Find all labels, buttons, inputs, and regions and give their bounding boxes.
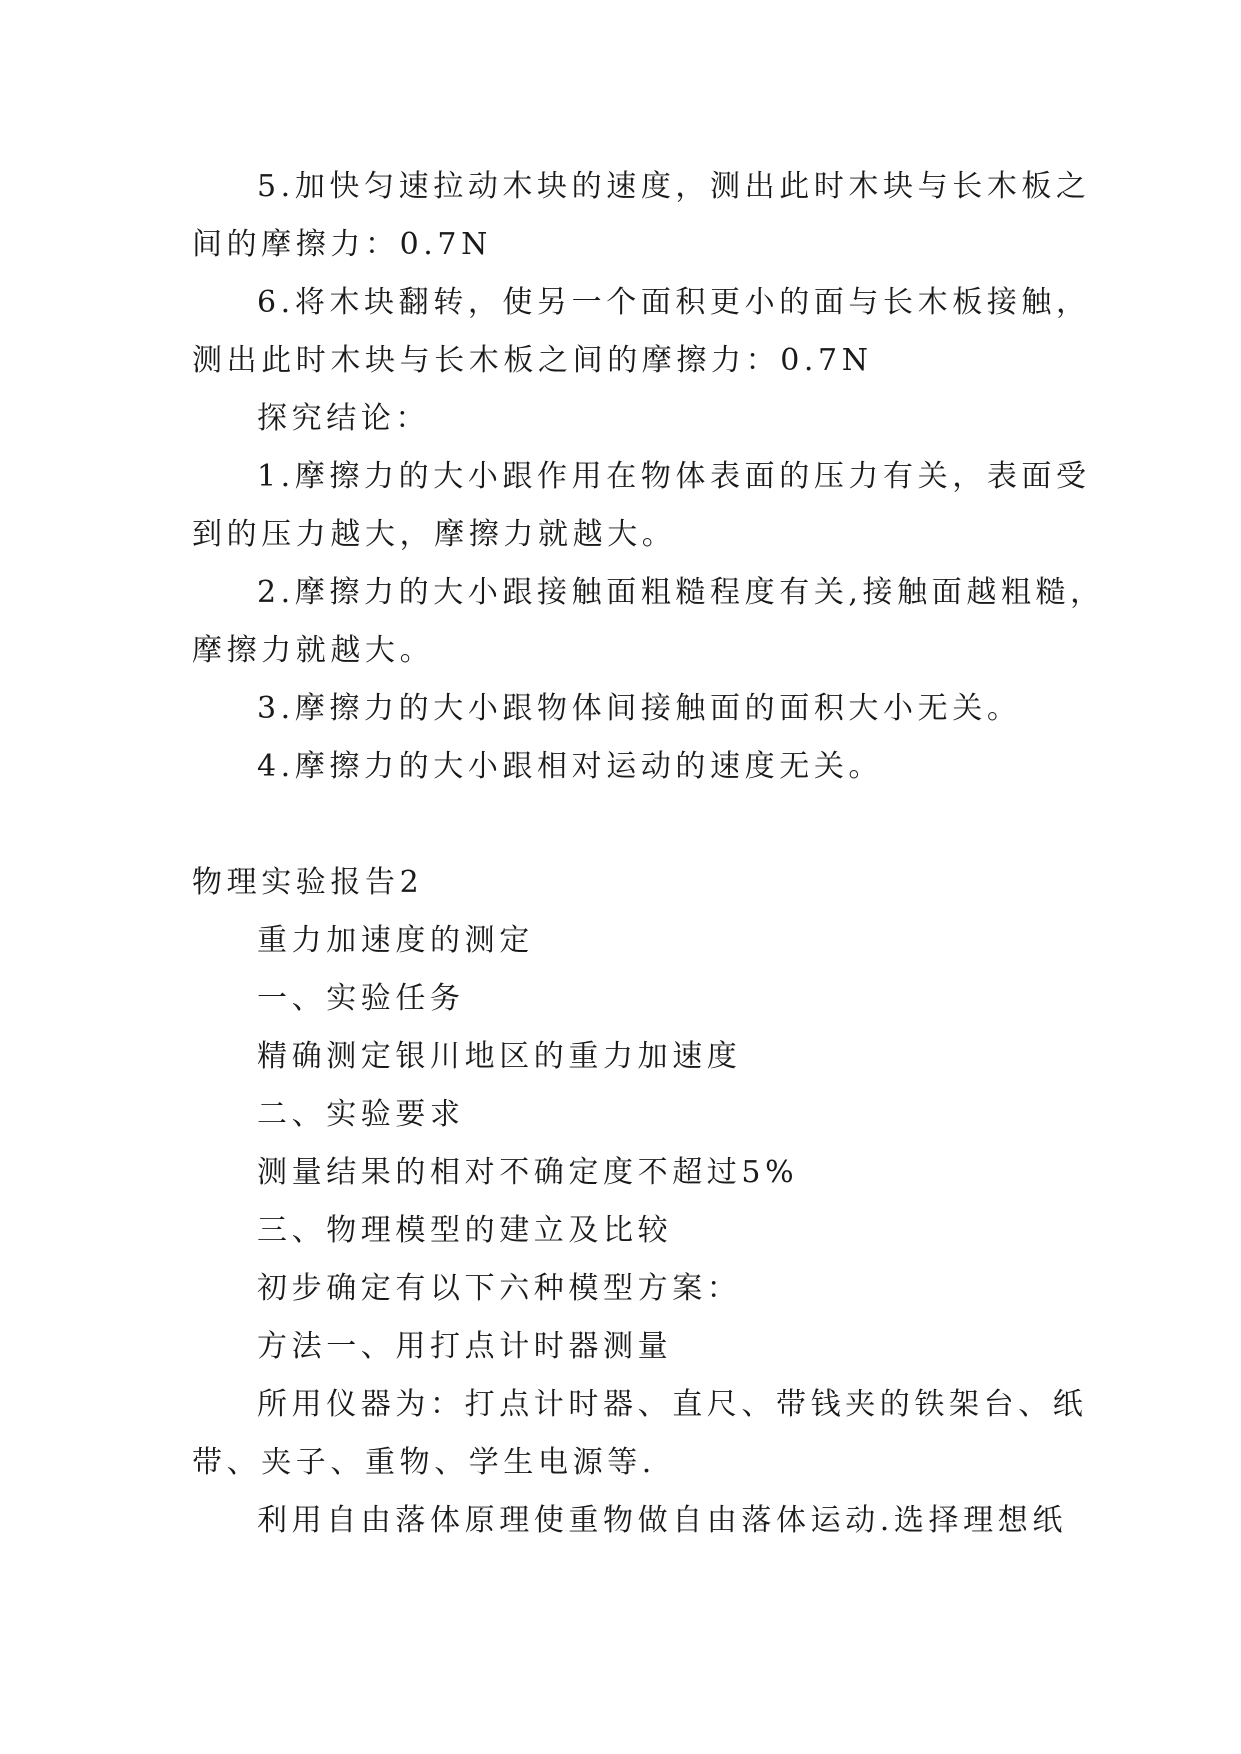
paragraph-line: 2.摩擦力的大小跟接触面粗糙程度有关,接触面越粗糙， bbox=[257, 575, 1105, 610]
paragraph-line: 带、夹子、重物、学生电源等. bbox=[192, 1445, 656, 1480]
paragraph-line: 1.摩擦力的大小跟作用在物体表面的压力有关，表面受 bbox=[257, 459, 1091, 494]
section-heading: 一、实验任务 bbox=[257, 981, 465, 1016]
section-heading: 二、实验要求 bbox=[257, 1097, 465, 1132]
paragraph-line: 测出此时木块与长木板之间的摩擦力：0.7N bbox=[192, 343, 873, 378]
paragraph-line: 到的压力越大，摩擦力就越大。 bbox=[192, 517, 677, 552]
paragraph-line: 所用仪器为：打点计时器、直尺、带钱夹的铁架台、纸 bbox=[257, 1387, 1088, 1422]
paragraph-line: 6.将木块翻转，使另一个面积更小的面与长木板接触， bbox=[257, 285, 1091, 320]
paragraph-line: 摩擦力就越大。 bbox=[192, 633, 435, 668]
paragraph-line: 3.摩擦力的大小跟物体间接触面的面积大小无关。 bbox=[257, 691, 1022, 726]
paragraph-line: 5.加快匀速拉动木块的速度，测出此时木块与长木板之 bbox=[257, 169, 1091, 204]
report-subtitle: 重力加速度的测定 bbox=[257, 923, 534, 958]
paragraph-line: 精确测定银川地区的重力加速度 bbox=[257, 1039, 742, 1074]
paragraph-line: 初步确定有以下六种模型方案： bbox=[257, 1271, 742, 1306]
section-heading: 探究结论： bbox=[257, 401, 430, 436]
section-heading: 三、物理模型的建立及比较 bbox=[257, 1213, 673, 1248]
paragraph-line: 测量结果的相对不确定度不超过5% bbox=[257, 1155, 799, 1190]
paragraph-line: 4.摩擦力的大小跟相对运动的速度无关。 bbox=[257, 749, 884, 784]
paragraph-line: 利用自由落体原理使重物做自由落体运动.选择理想纸 bbox=[257, 1503, 1067, 1538]
report-title: 物理实验报告2 bbox=[192, 865, 424, 900]
paragraph-line: 方法一、用打点计时器测量 bbox=[257, 1329, 673, 1364]
paragraph-line: 间的摩擦力：0.7N bbox=[192, 227, 492, 262]
